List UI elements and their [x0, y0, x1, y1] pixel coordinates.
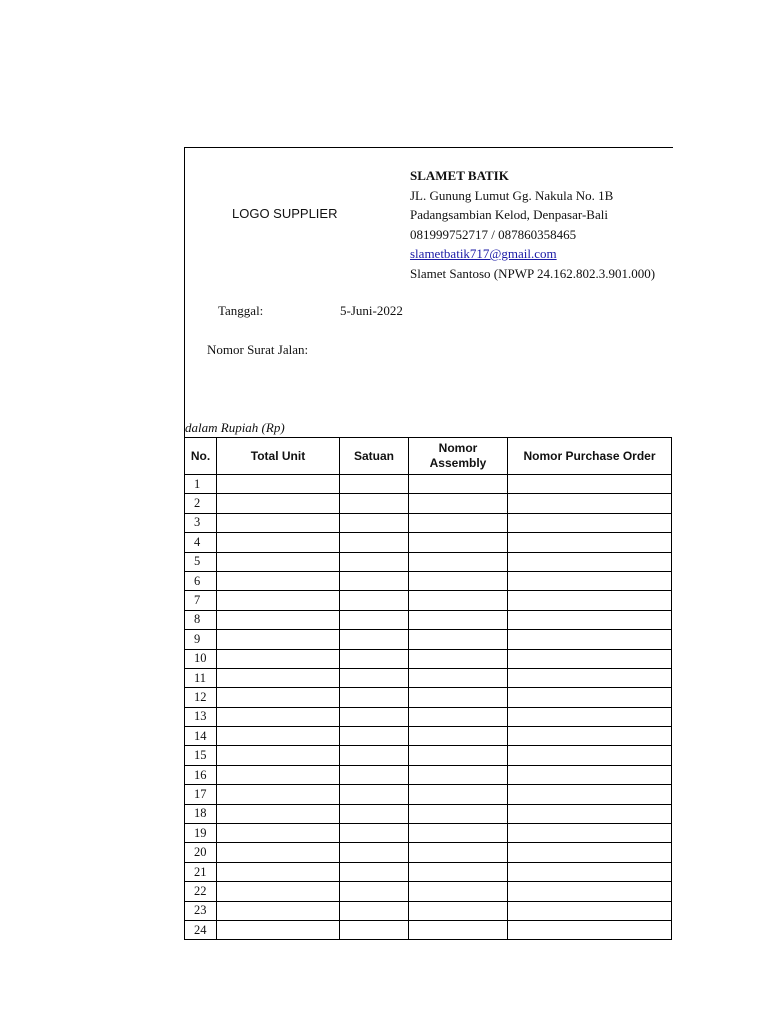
nomor-assembly-cell[interactable] [409, 668, 508, 687]
total-unit-cell[interactable] [217, 688, 340, 707]
total-unit-cell[interactable] [217, 475, 340, 494]
satuan-cell[interactable] [340, 571, 409, 590]
table-row [185, 630, 672, 649]
satuan-cell[interactable] [340, 649, 409, 668]
nomor-po-cell[interactable] [508, 688, 672, 707]
table-header-row [185, 438, 672, 475]
row-number: 11 [185, 668, 217, 687]
nomor-po-cell[interactable] [508, 571, 672, 590]
table-row [185, 804, 672, 823]
table-row [185, 571, 672, 590]
nomor-assembly-cell[interactable] [409, 552, 508, 571]
row-number: 1 [185, 475, 217, 494]
total-unit-cell[interactable] [217, 494, 340, 513]
nomor-po-cell[interactable] [508, 785, 672, 804]
nomor-assembly-cell[interactable] [409, 727, 508, 746]
satuan-cell[interactable] [340, 591, 409, 610]
nomor-po-cell[interactable] [508, 475, 672, 494]
owner-npwp: Slamet Santoso (NPWP 24.162.802.3.901.000) [410, 265, 656, 281]
nomor-po-cell[interactable] [508, 668, 672, 687]
items-table [184, 437, 672, 940]
total-unit-cell[interactable] [217, 552, 340, 571]
address-line-2: Padangsambian Kelod, Denpasar-Bali [410, 207, 608, 222]
email-link[interactable]: slametbatik717@gmail.com [410, 246, 557, 261]
satuan-cell[interactable] [340, 843, 409, 862]
satuan-cell[interactable] [340, 785, 409, 804]
logo-placeholder: LOGO SUPPLIER [232, 206, 338, 221]
total-unit-cell[interactable] [217, 804, 340, 823]
table-row [185, 513, 672, 532]
nomor-po-cell[interactable] [508, 494, 672, 513]
table-row [185, 649, 672, 668]
nomor-assembly-cell[interactable] [409, 494, 508, 513]
total-unit-cell[interactable] [217, 513, 340, 532]
table-row [185, 785, 672, 804]
table-row [185, 610, 672, 629]
row-number: 6 [185, 571, 217, 590]
total-unit-cell[interactable] [217, 746, 340, 765]
total-unit-cell[interactable] [217, 862, 340, 881]
header-top-border [184, 147, 673, 148]
total-unit-cell[interactable] [217, 610, 340, 629]
nomor-assembly-cell[interactable] [409, 882, 508, 901]
nomor-assembly-cell[interactable] [409, 630, 508, 649]
table-row [185, 843, 672, 862]
satuan-cell[interactable] [340, 475, 409, 494]
nomor-assembly-cell[interactable] [409, 765, 508, 784]
header-satuan: Satuan [340, 438, 409, 475]
date-label: Tanggal: [218, 303, 264, 318]
total-unit-cell[interactable] [217, 707, 340, 726]
delivery-number-label: Nomor Surat Jalan: [207, 342, 309, 357]
nomor-po-cell[interactable] [508, 765, 672, 784]
total-unit-cell[interactable] [217, 630, 340, 649]
nomor-assembly-cell[interactable] [409, 649, 508, 668]
nomor-assembly-cell[interactable] [409, 688, 508, 707]
header-left-border [184, 147, 185, 437]
row-number: 18 [185, 804, 217, 823]
nomor-po-cell[interactable] [508, 610, 672, 629]
satuan-cell[interactable] [340, 552, 409, 571]
table-row [185, 475, 672, 494]
table-row [185, 494, 672, 513]
nomor-assembly-cell[interactable] [409, 920, 508, 939]
row-number: 12 [185, 688, 217, 707]
satuan-cell[interactable] [340, 901, 409, 920]
row-number: 16 [185, 765, 217, 784]
nomor-assembly-cell[interactable] [409, 862, 508, 881]
row-number: 22 [185, 882, 217, 901]
nomor-assembly-cell[interactable] [409, 804, 508, 823]
total-unit-cell[interactable] [217, 901, 340, 920]
table-row [185, 824, 672, 843]
nomor-assembly-cell[interactable] [409, 843, 508, 862]
table-row [185, 920, 672, 939]
table-row [185, 688, 672, 707]
nomor-po-cell[interactable] [508, 843, 672, 862]
company-name: SLAMET BATIK [410, 168, 509, 183]
header-total-unit: Total Unit [217, 438, 340, 475]
total-unit-cell[interactable] [217, 785, 340, 804]
currency-note: dalam Rupiah (Rp) [185, 420, 285, 435]
total-unit-cell[interactable] [217, 533, 340, 552]
satuan-cell[interactable] [340, 746, 409, 765]
total-unit-cell[interactable] [217, 882, 340, 901]
row-number: 19 [185, 824, 217, 843]
header-no: No. [185, 438, 217, 475]
row-number: 4 [185, 533, 217, 552]
table-row [185, 591, 672, 610]
total-unit-cell[interactable] [217, 843, 340, 862]
nomor-po-cell[interactable] [508, 630, 672, 649]
row-number: 10 [185, 649, 217, 668]
nomor-po-cell[interactable] [508, 746, 672, 765]
nomor-assembly-cell[interactable] [409, 901, 508, 920]
satuan-cell[interactable] [340, 824, 409, 843]
nomor-po-cell[interactable] [508, 862, 672, 881]
row-number: 7 [185, 591, 217, 610]
satuan-cell[interactable] [340, 533, 409, 552]
row-number: 9 [185, 630, 217, 649]
satuan-cell[interactable] [340, 707, 409, 726]
total-unit-cell[interactable] [217, 765, 340, 784]
nomor-po-cell[interactable] [508, 804, 672, 823]
nomor-assembly-cell[interactable] [409, 610, 508, 629]
nomor-assembly-cell[interactable] [409, 707, 508, 726]
nomor-po-cell[interactable] [508, 727, 672, 746]
nomor-po-cell[interactable] [508, 707, 672, 726]
nomor-assembly-cell[interactable] [409, 571, 508, 590]
nomor-assembly-cell[interactable] [409, 746, 508, 765]
row-number: 15 [185, 746, 217, 765]
nomor-assembly-cell[interactable] [409, 533, 508, 552]
total-unit-cell[interactable] [217, 591, 340, 610]
satuan-cell[interactable] [340, 727, 409, 746]
satuan-cell[interactable] [340, 494, 409, 513]
table-row [185, 727, 672, 746]
address-line-1: JL. Gunung Lumut Gg. Nakula No. 1B [410, 187, 614, 203]
nomor-po-cell[interactable] [508, 591, 672, 610]
satuan-cell[interactable] [340, 610, 409, 629]
nomor-assembly-cell[interactable] [409, 475, 508, 494]
row-number: 23 [185, 901, 217, 920]
total-unit-cell[interactable] [217, 571, 340, 590]
row-number: 3 [185, 513, 217, 532]
satuan-cell[interactable] [340, 765, 409, 784]
total-unit-cell[interactable] [217, 727, 340, 746]
satuan-cell[interactable] [340, 920, 409, 939]
nomor-assembly-cell[interactable] [409, 785, 508, 804]
nomor-po-cell[interactable] [508, 901, 672, 920]
table-row [185, 552, 672, 571]
table-row [185, 668, 672, 687]
row-number: 24 [185, 920, 217, 939]
nomor-po-cell[interactable] [508, 533, 672, 552]
satuan-cell[interactable] [340, 513, 409, 532]
satuan-cell[interactable] [340, 688, 409, 707]
nomor-po-cell[interactable] [508, 552, 672, 571]
header-nomor-purchase-order: Nomor Purchase Order [508, 438, 672, 475]
company-info-block [410, 166, 655, 283]
satuan-cell[interactable] [340, 668, 409, 687]
header-nomor-assembly: Nomor Assembly [409, 438, 508, 475]
nomor-po-cell[interactable] [508, 824, 672, 843]
total-unit-cell[interactable] [217, 824, 340, 843]
satuan-cell[interactable] [340, 862, 409, 881]
row-number: 8 [185, 610, 217, 629]
total-unit-cell[interactable] [217, 920, 340, 939]
nomor-assembly-cell[interactable] [409, 591, 508, 610]
total-unit-cell[interactable] [217, 668, 340, 687]
row-number: 14 [185, 727, 217, 746]
table-row [185, 862, 672, 881]
satuan-cell[interactable] [340, 804, 409, 823]
nomor-po-cell[interactable] [508, 920, 672, 939]
nomor-po-cell[interactable] [508, 513, 672, 532]
row-number: 2 [185, 494, 217, 513]
nomor-assembly-cell[interactable] [409, 513, 508, 532]
nomor-assembly-cell[interactable] [409, 824, 508, 843]
phone-numbers: 081999752717 / 087860358465 [410, 226, 577, 242]
row-number: 5 [185, 552, 217, 571]
table-row [185, 533, 672, 552]
table-row [185, 882, 672, 901]
nomor-po-cell[interactable] [508, 882, 672, 901]
total-unit-cell[interactable] [217, 649, 340, 668]
satuan-cell[interactable] [340, 630, 409, 649]
satuan-cell[interactable] [340, 882, 409, 901]
nomor-po-cell[interactable] [508, 649, 672, 668]
table-row [185, 707, 672, 726]
row-number: 21 [185, 862, 217, 881]
date-value: 5-Juni-2022 [340, 303, 403, 318]
table-row [185, 901, 672, 920]
table-row [185, 765, 672, 784]
table-row [185, 746, 672, 765]
row-number: 13 [185, 707, 217, 726]
row-number: 20 [185, 843, 217, 862]
row-number: 17 [185, 785, 217, 804]
